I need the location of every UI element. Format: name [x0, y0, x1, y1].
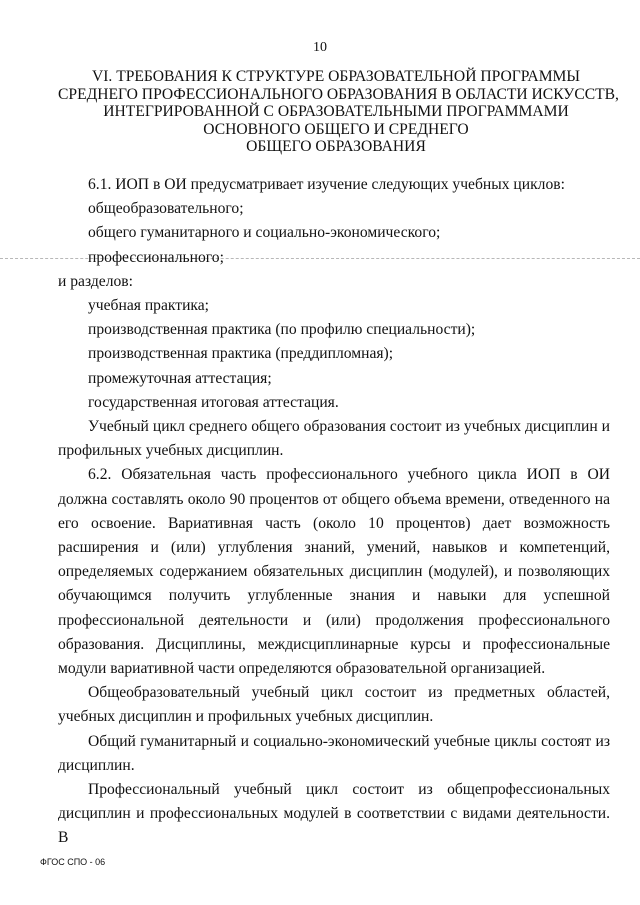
- section-item: производственная практика (по профилю специальности);: [88, 321, 476, 339]
- sections-intro: и разделов:: [58, 272, 133, 290]
- section-heading: [58, 68, 619, 156]
- section-item: государственная итоговая аттестация.: [88, 393, 339, 411]
- paragraph: Профессиональный учебный цикл состоит из общепрофессиональных дисциплин и профессиональных модулей в соответствии с видами деятельности. В: [58, 781, 610, 847]
- paragraph: Общий гуманитарный и социально-экономический учебные циклы состоят из дисциплин.: [58, 732, 610, 774]
- heading-line: СРЕДНЕГО ПРОФЕССИОНАЛЬНОГО ОБРАЗОВАНИЯ В ОБЛАСТИ ИСКУССТВ,: [58, 85, 619, 103]
- clause-6-2: 6.2. Обязательная часть профессионального учебного цикла ИОП в ОИ должна составлять около 90 процентов от общего объема времени, отведенного на его освоение. Вариативная часть (около 10 процентов) дает возможность расширения и (или) углубления знаний, умений, навыков и компетенций, определяемых содержанием обязательных дисциплин (модулей), и позволяющих обучающимся получить углубленные знания и навыки для успешной профессиональной деятельности и (или) продолжения профессионального образования. Дисциплины, междисциплинарные курсы и профессиональные модули вариативной части определяются образовательной организацией.: [58, 466, 610, 678]
- footer-code: ФГОС СПО - 06: [40, 857, 106, 867]
- cycle-item: профессионального;: [88, 248, 224, 266]
- paragraph: Учебный цикл среднего общего образования состоит из учебных дисциплин и профильных учебных дисциплин.: [58, 418, 610, 460]
- section-item: учебная практика;: [88, 297, 210, 315]
- section-item: производственная практика (преддипломная);: [88, 345, 394, 363]
- paragraph: Общеобразовательный учебный цикл состоит из предметных областей, учебных дисциплин и профильных учебных дисциплин.: [58, 684, 610, 726]
- page-number: 10: [313, 40, 327, 55]
- heading-line: ИНТЕГРИРОВАННОЙ С ОБРАЗОВАТЕЛЬНЫМИ ПРОГРАММАМИ: [103, 103, 569, 120]
- cycle-item: общего гуманитарного и социально-экономического;: [88, 224, 441, 242]
- heading-line: ОСНОВНОГО ОБЩЕГО И СРЕДНЕГО: [203, 120, 469, 138]
- clause-6-1-intro: 6.1. ИОП в ОИ предусматривает изучение следующих учебных циклов:: [88, 176, 565, 193]
- section-item: промежуточная аттестация;: [88, 369, 272, 387]
- document-body: [58, 173, 610, 851]
- heading-line: VI. ТРЕБОВАНИЯ К СТРУКТУРЕ ОБРАЗОВАТЕЛЬНОЙ ПРОГРАММЫ: [91, 68, 581, 85]
- cycle-item: общеобразовательного;: [88, 200, 244, 218]
- heading-line: ОБЩЕГО ОБРАЗОВАНИЯ: [246, 138, 426, 155]
